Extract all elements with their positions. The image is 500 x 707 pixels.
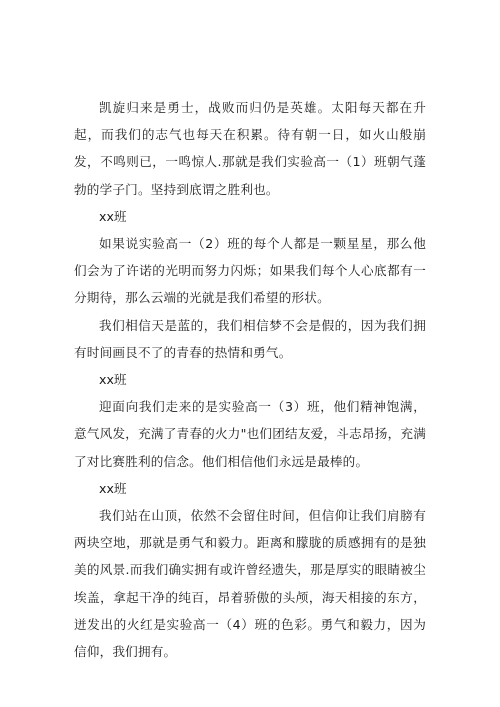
paragraph-class-1: 凯旋归来是勇士，战败而归仍是英雄。太阳每天都在升起，而我们的志气也每天在积累。待有朝一日，如火山般崩发，不鸣则已，一鸣惊人.那就是我们实验高一（1）班朝气蓬勃的学子门。坚持到底谓之胜利也。: [74, 100, 426, 197]
paragraph-class-3: 迎面向我们走来的是实验高一（3）班，他们精神饱满，意气风发，充满了青春的火力"也们团结友爱，斗志昂扬，充满了对比赛胜利的信念。他们相信他们永远是最棒的。: [74, 399, 426, 469]
class-label: xx班: [99, 480, 127, 496]
paragraph-class-2: 如果说实验高一（2）班的每个人都是一颗星星，那么他们会为了许诺的光明而努力闪烁；如果我们每个人心底都有一分期待，那么云端的光就是我们希望的形状。: [74, 236, 426, 306]
paragraph-class-2-continued: 我们相信天是蓝的，我们相信梦不会是假的，因为我们拥有时间画艮不了的青春的热情和勇气。: [74, 317, 426, 360]
class-label: xx班: [99, 372, 127, 388]
paragraph-class-4: 我们站在山顶，依然不会留住时间，但信仰让我们肩膀有两块空地，那就是勇气和毅力。距离和朦胧的质感拥有的是独美的风景.而我们确实拥有或许曾经遗失，那是厚实的眼睛被尘埃盖，拿起干净的纯百，昂着骄傲的头颅，海天相接的东方，迸发出的火红是实验高一（4）班的色彩。勇气和毅力，因为信仰，我们拥有。: [74, 508, 426, 660]
class-label: xx班: [99, 208, 127, 224]
